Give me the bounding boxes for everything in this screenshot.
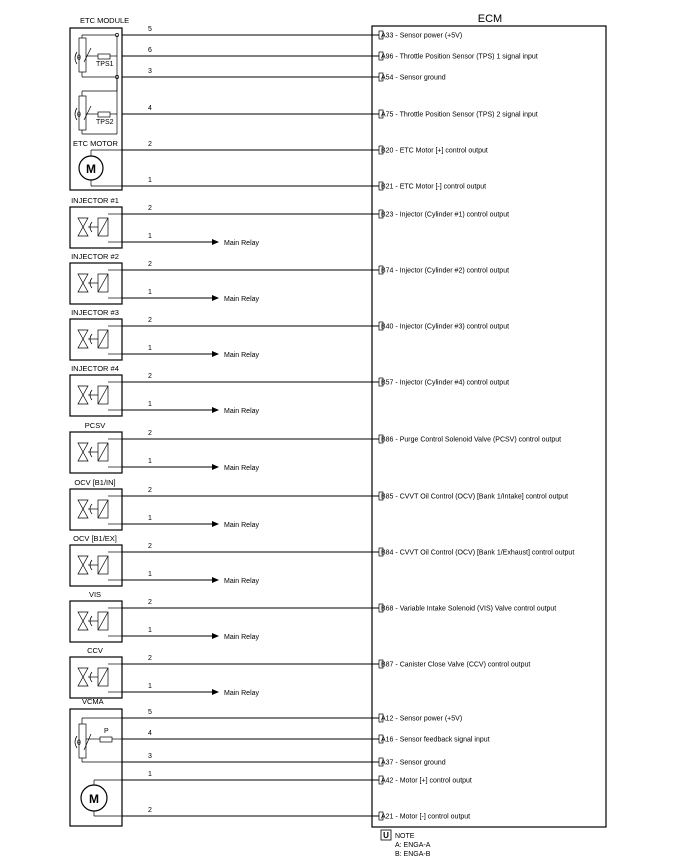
vcma-2-terminal-id: A16 [381,736,394,744]
etc-3-terminal-sep: - [393,74,400,82]
vcma-5-terminal-id: A21 [381,813,394,821]
etc-1-pin: 5 [148,26,152,33]
vcma-4-terminal-sep: - [393,777,400,785]
solenoid-7-pin: 2 [148,543,152,550]
etc-6-terminal-sep: - [393,183,400,191]
relay-pin: 1 [148,571,152,578]
main-relay-label: Main Relay [224,465,260,472]
solenoid-5-terminal-label [381,437,561,444]
etc-3-terminal-id: A54 [381,74,394,82]
vcma-1-terminal-sep: - [393,715,400,723]
vcma-5-terminal-label [381,814,470,821]
note-title: NOTE [395,833,415,840]
solenoid-name: INJECTOR #3 [71,308,119,317]
main-relay-label: Main Relay [224,578,260,585]
solenoid-2-pin: 2 [148,261,152,268]
solenoid-2-terminal-label [381,268,509,275]
vcma-motor-symbol: M [89,792,99,806]
arrow-right-icon [212,633,219,639]
solenoid-4-terminal-text: Injector (Cylinder #4) control output [399,379,510,387]
solenoid-9-terminal-text: Canister Close Valve (CCV) control output [399,661,531,669]
relay-pin: 1 [148,233,152,240]
arrow-right-icon [212,689,219,695]
solenoid-5-terminal-sep: - [393,436,400,444]
vcma-2-pin: 4 [148,730,152,737]
solenoid-5-terminal-id: B86 [381,436,394,444]
solenoid-4-terminal-label [381,380,509,387]
etc-4-pin: 4 [148,105,152,112]
solenoid-name: PCSV [84,421,106,430]
solenoid-9-terminal-id: B87 [381,661,394,669]
main-relay-label: Main Relay [224,352,260,359]
solenoid-3-terminal-label [381,324,509,331]
solenoid-1-terminal-label [381,212,509,219]
solenoid-3-terminal-id: B40 [381,323,394,331]
vcma-2-terminal-sep: - [393,736,400,744]
etc-5-terminal-sep: - [393,147,400,155]
solenoid-4-pin: 2 [148,373,152,380]
vcma-sensor-label: P [104,728,109,735]
solenoid-1-terminal-text: Injector (Cylinder #1) control output [399,211,510,219]
note-block [381,830,431,858]
solenoid-3-pin: 2 [148,317,152,324]
etc-3-pin: 3 [148,68,152,75]
relay-pin: 1 [148,627,152,634]
etc-motor-title: ETC MOTOR [73,139,118,148]
solenoid-name: OCV [B1/IN] [74,478,116,487]
solenoid-6-pin: 2 [148,487,152,494]
solenoid-7-terminal-id: B84 [381,549,394,557]
main-relay-label: Main Relay [224,240,260,247]
solenoid-5-terminal-text: Purge Control Solenoid Valve (PCSV) control output [399,436,562,444]
solenoid-4-terminal-id: B57 [381,379,394,387]
solenoid-1-terminal-id: B23 [381,211,394,219]
solenoid-name: OCV [B1/EX] [73,534,117,543]
solenoid-name: CCV [87,646,103,655]
relay-pin: 1 [148,289,152,296]
vcma-5-pin: 2 [148,807,152,814]
etc-4-terminal-label [381,112,538,119]
solenoid-2-terminal-sep: - [393,267,400,275]
solenoid-2-terminal-id: B74 [381,267,394,275]
arrow-right-icon [212,464,219,470]
solenoid-3-terminal-text: Injector (Cylinder #3) control output [399,323,510,331]
vcma-3-terminal-text: Sensor ground [399,759,446,767]
solenoid-8-terminal-sep: - [393,605,400,613]
tps2-label: TPS2 [96,119,114,126]
main-relay-label: Main Relay [224,690,260,697]
etc-5-pin: 2 [148,141,152,148]
etc-4-terminal-text: Throttle Position Sensor (TPS) 2 signal input [399,111,538,119]
solenoid-name: INJECTOR #2 [71,252,119,261]
etc-2-terminal-text: Throttle Position Sensor (TPS) 1 signal input [399,53,538,61]
tps1-label: TPS1 [96,61,114,68]
relay-pin: 1 [148,458,152,465]
etc-3-terminal-text: Sensor ground [399,74,446,82]
relay-pin: 1 [148,401,152,408]
arrow-right-icon [212,577,219,583]
tps1-theta: θ [77,55,81,62]
solenoid-7-terminal-text: CVVT Oil Control (OCV) [Bank 1/Exhaust] control output [399,549,575,557]
main-relay-label: Main Relay [224,296,260,303]
ecm-box [372,26,606,827]
etc-motor-symbol: M [86,162,96,176]
etc-1-terminal-text: Sensor power (+5V) [399,32,463,40]
solenoid-9-pin: 2 [148,655,152,662]
vcma-title: VCMA [82,697,104,706]
solenoid-8-terminal-id: B68 [381,605,394,613]
solenoid-6-terminal-id: B85 [381,493,394,501]
solenoid-8-pin: 2 [148,599,152,606]
etc-2-terminal-sep: - [393,53,400,61]
solenoid-7-terminal-label [381,550,574,557]
vcma-3-terminal-sep: - [393,759,400,767]
etc-5-terminal-id: B20 [381,147,394,155]
vcma-2-terminal-text: Sensor feedback signal input [399,736,490,744]
etc-2-terminal-label [381,54,538,61]
vcma-1-pin: 5 [148,709,152,716]
main-relay-label: Main Relay [224,522,260,529]
vcma-5-terminal-sep: - [393,813,400,821]
vcma-3-terminal-label [381,760,446,767]
ecm-title: ECM [477,13,503,25]
etc-4-terminal-id: A75 [381,111,394,119]
vcma-4-terminal-id: A42 [381,777,394,785]
vcma-2-terminal-label [381,737,490,744]
vcma-4-terminal-text: Motor [+] control output [399,777,472,785]
solenoid-name: VIS [88,590,102,599]
solenoid-name: INJECTOR #1 [71,196,119,205]
vcma-5-terminal-text: Motor [-] control output [399,813,471,821]
solenoid-8-terminal-text: Variable Intake Solenoid (VIS) Valve control output [399,605,557,613]
etc-3-terminal-label [381,75,446,82]
arrow-right-icon [212,239,219,245]
relay-pin: 1 [148,345,152,352]
vcma-4-pin: 1 [148,771,152,778]
etc-2-pin: 6 [148,47,152,54]
solenoid-6-terminal-label [381,494,568,501]
solenoid-5-pin: 2 [148,430,152,437]
relay-pin: 1 [148,515,152,522]
solenoid-3-terminal-sep: - [393,323,400,331]
solenoid-7-terminal-sep: - [393,549,400,557]
vcma-3-pin: 3 [148,753,152,760]
etc-1-terminal-sep: - [393,32,400,40]
vcma-1-terminal-text: Sensor power (+5V) [399,715,463,723]
etc-1-terminal-label [381,33,462,40]
arrow-right-icon [212,351,219,357]
vcma-1-terminal-id: A12 [381,715,394,723]
etc-2-terminal-id: A96 [381,53,394,61]
main-relay-label: Main Relay [224,408,260,415]
vcma-4-terminal-label [381,778,472,785]
etc-5-terminal-label [381,148,488,155]
solenoid-1-pin: 2 [148,205,152,212]
solenoid-6-terminal-sep: - [393,493,400,501]
vcma-1-terminal-label [381,716,462,723]
solenoid-name: INJECTOR #4 [71,364,119,373]
etc-6-terminal-label [381,184,486,191]
vcma-theta: θ [77,740,81,747]
etc-6-terminal-text: ETC Motor [-] control output [399,183,487,191]
etc-module-title: ETC MODULE [80,16,130,25]
arrow-right-icon [212,295,219,301]
solenoid-1-terminal-sep: - [393,211,400,219]
note-icon-letter: U [383,831,389,840]
relay-pin: 1 [148,683,152,690]
etc-5-terminal-text: ETC Motor [+] control output [399,147,488,155]
solenoid-8-terminal-label [381,606,556,613]
note-line-b: B: ENGA-B [395,851,431,858]
arrow-right-icon [212,407,219,413]
etc-6-terminal-id: B21 [381,183,394,191]
main-relay-label: Main Relay [224,634,260,641]
solenoid-2-terminal-text: Injector (Cylinder #2) control output [399,267,510,275]
etc-1-terminal-id: A33 [381,32,394,40]
etc-4-terminal-sep: - [393,111,400,119]
solenoid-6-terminal-text: CVVT Oil Control (OCV) [Bank 1/Intake] control output [399,493,569,501]
solenoid-4-terminal-sep: - [393,379,400,387]
note-line-a: A: ENGA-A [395,842,431,849]
tps2-theta: θ [77,112,81,119]
etc-6-pin: 1 [148,177,152,184]
arrow-right-icon [212,521,219,527]
solenoid-9-terminal-label [381,662,530,669]
solenoid-9-terminal-sep: - [393,661,400,669]
vcma-3-terminal-id: A37 [381,759,394,767]
